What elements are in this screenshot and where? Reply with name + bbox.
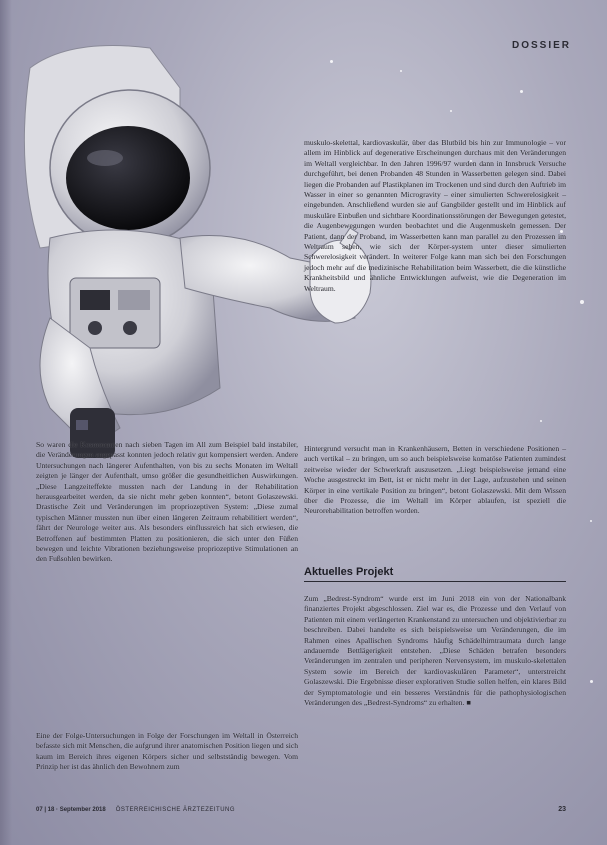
paragraph: Zum „Bedrest-Syndrom“ wurde erst im Juni 2018 ein von der Nationalbank finanziertes Projekt abgeschlossen. Ziel war es, die Prozesse und den Verlauf von Patienten mit einem verlängerten Krankenstand zu untersuchen und objektivierbar zu beschreiben. Dabei handelte es sich beispielsweise um Veränderungen, die im Rahmen eines Apallischen Syndroms häufig Schädelhirntraumata durch lange andauernde Bettlägerigkeit entstehen. „Diese Schäden betrafen besonders Veränderungen im zentralen und peripheren Nervensystem, im muskulo-skelettalen System sowie im Bereich der kardiovaskulären Parameter“, unterstreicht Golaszewski. Die Ergebnisse dieser explorativen Studie sollen helfen, ein klares Bild der Symptomatologie und ein besseres Verständnis für die pathophysiologischen Veränderungen des „Bedrest-Syndroms“ zu erhalten. ■ xyxy=(304,594,566,708)
star xyxy=(590,680,593,683)
article-text-column xyxy=(304,138,566,294)
page-number: 23 xyxy=(558,806,566,813)
star xyxy=(400,70,402,72)
star xyxy=(450,110,452,112)
paragraph: muskulo-skelettal, kardiovaskulär, über das Blutbild bis hin zur Immunologie – vor allem im Hinblick auf degenerative Erscheinungen durchaus mit den Veränderungen im Weltall vergleichbar. In den Jahren 1996/97 wurden dann in Innsbruck Versuche durchgeführt, bei denen Probanden 48 Stunden in Wasserbetten gelegen sind. Dabei liegen die Probanden auf Plastikplanen im Trockenen und sind durch den Auftrieb im Wasser in einer so genannten Microgravity – einer simulierten Schwerelosigkeit – eingebunden. Anschließend wurden sie auf Gangbilder gestellt und im Hinblick auf muskuläre Einbußen und sichtbare Koordinationsstörungen der Bewegungen getestet, die Augenbewegungen wurden beobachtet und die Augenmuskeln gemessen. Der Patient, dann der Proband, im Wasserbetten kann man parallel zu den Prozessen im Weltraum sehen, wie sich der Körper-system unter dieser simulierten Schwerelosigkeit verändert. In weiterer Folge kann man sich bei den Forschungen jedoch mehr auf die medizinische Rehabilitation beim Wasserbett, die die künstliche Krankheitsbild und ähnliche Entwicklungen aufweist, wie die Degeneration im Weltraum. xyxy=(304,138,566,293)
article-text-column xyxy=(304,594,566,708)
article-text-column xyxy=(304,444,566,517)
article-text-column xyxy=(36,731,298,773)
section-header: DOSSIER xyxy=(511,40,571,51)
page-footer xyxy=(36,806,566,813)
article-text-column xyxy=(36,440,298,565)
star xyxy=(580,300,584,304)
star xyxy=(520,90,523,93)
paragraph: Eine der Folge-Untersuchungen in Folge der Forschungen im Weltall in Österreich befasste sich mit Menschen, die aufgrund ihrer anatomischen Position liegen und sich kaum im Bereich ihres eigenen Körpers sicher und selbstständig bewegen. Vom Prinzip her ist das ähnlich den Bewohnern zum xyxy=(36,731,298,772)
issue-label: 07 | 18 · September 2018 xyxy=(36,806,106,813)
paragraph: Hintergrund versucht man in Krankenhäusern, Betten in verschiedene Positionen – auch vertikal – zu bringen, um so auch beispielsweise komatöse Patienten zumindest zeitweise wieder der Schwerkraft auszusetzen. „Liegt beispielsweise jemand eine Woche ausgestreckt im Bett, ist er nicht mehr in der Lage, aufzustehen und seinen Körper in eine vertikale Position zu bringen“, betont Golaszewski. Mit dem Wissen über die Prozesse, die im Weltall im Körper ablaufen, ist speziell die Neurorehabilitation betroffen worden. xyxy=(304,444,566,516)
magazine-name: ÖSTERREICHISCHE ÄRZTEZEITUNG xyxy=(115,806,236,813)
star xyxy=(590,520,592,522)
paragraph: So waren die Kosmonauten nach sieben Tagen im All zum Beispiel bald instabiler, die Veränderungen angepasst konnten jedoch relativ gut kompensiert werden. Andere Untersuchungen nach längerer Aufenthalten, von bis zu sechs Monaten im Weltall zeigten je länger der Aufenthalt, umso größer die gesundheitlichen Auswirkungen. „Diese Langzeiteffekte mussten nach der Landung in der Rehabilitation herausgearbeitet werden, da sie nicht mehr geben konnten“, betont Golaszewski. Drastische Zeit und Veränderungen im propriozeptiven System: „Diese zumal typischen Männer mussten nun über einen längeren Zeitraum rehabilitiert werden“, fährt der Neurologe weiter aus. Als besonders einflussreich hat sich erwiesen, die Betroffenen auf bestimmten Platten zu positionieren, die sich unter den Füßen bewegen und leichte Vibrationen beziehungsweise propriozeptive Stimulationen an den Fußsohlen bewirken. xyxy=(36,440,298,564)
subheading: Aktuelles Projekt xyxy=(304,566,566,582)
star xyxy=(540,420,542,422)
